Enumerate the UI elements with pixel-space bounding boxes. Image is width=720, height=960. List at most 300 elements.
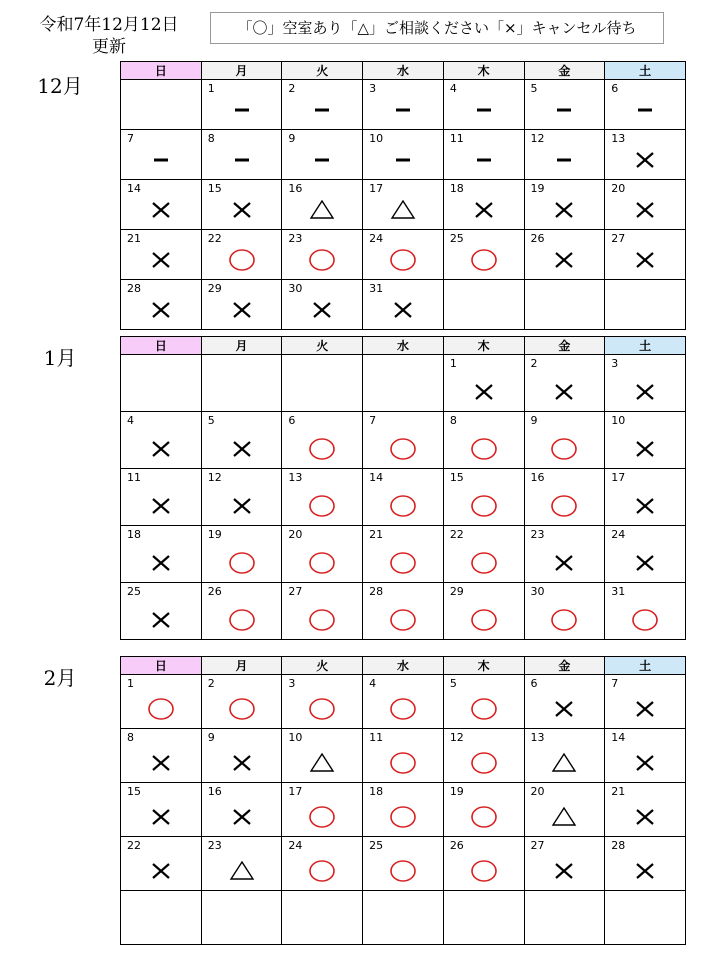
empty-cell (363, 891, 444, 945)
dash-icon (444, 97, 524, 125)
day-number: 15 (449, 471, 464, 484)
calendar-feb (120, 656, 686, 945)
circle-icon (363, 607, 443, 635)
day-cell (443, 583, 524, 640)
circle-icon (444, 696, 524, 724)
week-row (121, 675, 686, 729)
day-cell (605, 583, 686, 640)
cross-icon (282, 297, 362, 325)
day-number: 24 (611, 528, 626, 541)
day-number: 16 (530, 471, 545, 484)
day-number: 15 (127, 785, 141, 798)
calendar-table (120, 336, 686, 640)
day-cell (282, 280, 363, 330)
calendar-table (120, 61, 686, 330)
dash-icon (363, 97, 443, 125)
day-number: 11 (449, 132, 464, 145)
day-cell (201, 412, 282, 469)
day-number: 8 (127, 731, 134, 744)
day-cell (121, 469, 202, 526)
day-number: 14 (369, 471, 384, 484)
weekday-header: 木 (443, 62, 524, 80)
day-cell (363, 729, 444, 783)
circle-icon (363, 804, 443, 832)
weekday-header-row (121, 337, 686, 355)
empty-cell (121, 891, 202, 945)
weekday-header-row (121, 62, 686, 80)
day-cell (605, 729, 686, 783)
day-number: 16 (207, 785, 222, 798)
day-number: 2 (207, 677, 215, 690)
day-number: 18 (127, 528, 141, 541)
day-cell (605, 783, 686, 837)
circle-icon (444, 858, 524, 886)
cross-icon (202, 750, 282, 778)
weekday-header: 火 (282, 337, 363, 355)
day-number: 28 (369, 585, 384, 598)
calendar-dec (120, 61, 686, 330)
day-number: 7 (611, 677, 619, 690)
day-cell (282, 469, 363, 526)
month-label-jan: 1月 (43, 346, 77, 370)
circle-icon (444, 607, 524, 635)
triangle-icon (525, 804, 605, 832)
day-cell (524, 729, 605, 783)
day-cell (443, 729, 524, 783)
week-row (121, 412, 686, 469)
day-cell (363, 412, 444, 469)
day-cell (363, 130, 444, 180)
empty-cell (605, 891, 686, 945)
day-number: 7 (369, 414, 377, 427)
circle-icon (363, 750, 443, 778)
day-cell (121, 729, 202, 783)
cross-icon (525, 247, 605, 275)
day-cell (443, 675, 524, 729)
weekday-header: 日 (121, 62, 202, 80)
cross-icon (605, 147, 685, 175)
dash-icon (444, 147, 524, 175)
day-cell (282, 837, 363, 891)
day-cell (121, 280, 202, 330)
circle-icon (525, 607, 605, 635)
cross-icon (525, 858, 605, 886)
empty-cell (605, 280, 686, 330)
weekday-header: 月 (201, 657, 282, 675)
day-number: 13 (611, 132, 626, 145)
day-cell (363, 837, 444, 891)
circle-icon (282, 247, 362, 275)
day-cell (282, 412, 363, 469)
day-number: 30 (288, 282, 303, 295)
empty-cell (524, 280, 605, 330)
empty-cell (363, 355, 444, 412)
cross-icon (121, 750, 201, 778)
day-cell (282, 675, 363, 729)
day-number: 25 (127, 585, 141, 598)
weekday-header-row (121, 657, 686, 675)
cross-icon (202, 493, 282, 521)
day-cell (443, 355, 524, 412)
month-label-feb: 2月 (43, 666, 77, 690)
week-row (121, 729, 686, 783)
circle-icon (282, 493, 362, 521)
day-number: 5 (449, 677, 457, 690)
day-cell (121, 675, 202, 729)
week-row (121, 80, 686, 130)
day-number: 13 (288, 471, 303, 484)
dash-icon (282, 97, 362, 125)
cross-icon (121, 550, 201, 578)
cross-icon (605, 804, 685, 832)
weekday-header: 土 (605, 62, 686, 80)
day-cell (201, 837, 282, 891)
day-cell (282, 130, 363, 180)
day-cell (121, 230, 202, 280)
circle-icon (282, 696, 362, 724)
cross-icon (444, 379, 524, 407)
cross-icon (525, 550, 605, 578)
week-row (121, 130, 686, 180)
day-number: 31 (611, 585, 626, 598)
day-number: 31 (369, 282, 384, 295)
day-cell (363, 783, 444, 837)
day-cell (524, 130, 605, 180)
day-number: 11 (127, 471, 141, 484)
day-cell (524, 230, 605, 280)
day-cell (605, 469, 686, 526)
day-cell (121, 180, 202, 230)
circle-icon (363, 436, 443, 464)
day-number: 13 (530, 731, 545, 744)
day-number: 3 (369, 82, 377, 95)
cross-icon (605, 247, 685, 275)
day-cell (201, 80, 282, 130)
dash-icon (121, 147, 201, 175)
day-number: 29 (207, 282, 222, 295)
day-number: 1 (207, 82, 215, 95)
day-number: 26 (530, 232, 545, 245)
day-cell (443, 526, 524, 583)
day-cell (282, 729, 363, 783)
day-cell (443, 469, 524, 526)
day-cell (363, 180, 444, 230)
day-cell (201, 180, 282, 230)
legend-box: 「〇」空室あり「△」ご相談ください「×」キャンセル待ち (210, 12, 664, 44)
week-row (121, 230, 686, 280)
day-number: 9 (288, 132, 296, 145)
day-number: 26 (449, 839, 464, 852)
day-cell (201, 526, 282, 583)
circle-icon (605, 607, 685, 635)
day-number: 2 (288, 82, 296, 95)
day-cell (524, 526, 605, 583)
day-cell (443, 180, 524, 230)
day-number: 12 (207, 471, 222, 484)
day-cell (363, 675, 444, 729)
empty-cell (443, 280, 524, 330)
circle-icon (444, 750, 524, 778)
day-cell (605, 180, 686, 230)
day-number: 12 (530, 132, 545, 145)
day-cell (524, 80, 605, 130)
circle-icon (282, 550, 362, 578)
circle-icon (444, 804, 524, 832)
day-cell (282, 526, 363, 583)
day-cell (524, 837, 605, 891)
day-cell (121, 412, 202, 469)
cross-icon (444, 197, 524, 225)
day-cell (443, 230, 524, 280)
day-number: 24 (288, 839, 303, 852)
day-number: 3 (611, 357, 619, 370)
cross-icon (121, 247, 201, 275)
cross-icon (202, 297, 282, 325)
day-cell (363, 526, 444, 583)
day-number: 19 (207, 528, 222, 541)
circle-icon (363, 858, 443, 886)
cross-icon (605, 493, 685, 521)
day-cell (201, 130, 282, 180)
week-row (121, 355, 686, 412)
dash-icon (525, 97, 605, 125)
cross-icon (525, 379, 605, 407)
update-date-line2: 更新 (92, 37, 126, 57)
circle-icon (202, 607, 282, 635)
day-number: 10 (611, 414, 626, 427)
day-number: 17 (369, 182, 384, 195)
day-number: 1 (127, 677, 134, 690)
day-cell (282, 230, 363, 280)
weekday-header: 日 (121, 337, 202, 355)
dash-icon (202, 147, 282, 175)
day-cell (201, 469, 282, 526)
cross-icon (121, 858, 201, 886)
day-cell (443, 80, 524, 130)
day-number: 6 (611, 82, 619, 95)
day-number: 1 (449, 357, 457, 370)
circle-icon (282, 804, 362, 832)
day-number: 21 (369, 528, 384, 541)
day-cell (201, 583, 282, 640)
day-number: 28 (127, 282, 141, 295)
day-cell (282, 80, 363, 130)
day-number: 18 (449, 182, 464, 195)
day-cell (443, 130, 524, 180)
day-cell (363, 583, 444, 640)
day-number: 10 (288, 731, 303, 744)
cross-icon (121, 804, 201, 832)
day-number: 22 (127, 839, 141, 852)
day-number: 30 (530, 585, 545, 598)
day-cell (363, 280, 444, 330)
circle-icon (525, 436, 605, 464)
day-cell (524, 412, 605, 469)
cross-icon (121, 436, 201, 464)
day-cell (201, 280, 282, 330)
triangle-icon (202, 858, 282, 886)
day-cell (524, 180, 605, 230)
day-number: 17 (611, 471, 626, 484)
dash-icon (202, 97, 282, 125)
day-number: 27 (530, 839, 545, 852)
calendar-table (120, 656, 686, 945)
day-number: 18 (369, 785, 384, 798)
weekday-header: 火 (282, 62, 363, 80)
day-cell (121, 837, 202, 891)
weekday-header: 土 (605, 337, 686, 355)
day-cell (443, 783, 524, 837)
circle-icon (282, 436, 362, 464)
day-number: 9 (530, 414, 538, 427)
weekday-header: 日 (121, 657, 202, 675)
weekday-header: 水 (363, 657, 444, 675)
day-number: 29 (449, 585, 464, 598)
weekday-header: 金 (524, 657, 605, 675)
day-number: 19 (530, 182, 545, 195)
cross-icon (363, 297, 443, 325)
day-number: 21 (611, 785, 626, 798)
day-cell (524, 583, 605, 640)
day-cell (605, 355, 686, 412)
day-number: 28 (611, 839, 626, 852)
day-number: 2 (530, 357, 538, 370)
day-cell (282, 180, 363, 230)
circle-icon (444, 550, 524, 578)
day-number: 16 (288, 182, 303, 195)
weekday-header: 水 (363, 337, 444, 355)
day-number: 14 (127, 182, 141, 195)
day-number: 17 (288, 785, 303, 798)
day-number: 15 (207, 182, 222, 195)
day-number: 21 (127, 232, 141, 245)
circle-icon (121, 696, 201, 724)
day-cell (605, 675, 686, 729)
cross-icon (605, 379, 685, 407)
circle-icon (202, 550, 282, 578)
day-cell (524, 469, 605, 526)
cross-icon (121, 297, 201, 325)
empty-cell (201, 355, 282, 412)
day-number: 20 (530, 785, 545, 798)
empty-cell (443, 891, 524, 945)
dash-icon (282, 147, 362, 175)
circle-icon (282, 858, 362, 886)
circle-icon (363, 696, 443, 724)
day-cell (121, 130, 202, 180)
weekday-header: 火 (282, 657, 363, 675)
day-cell (605, 837, 686, 891)
day-number: 14 (611, 731, 626, 744)
circle-icon (363, 247, 443, 275)
day-number: 25 (369, 839, 384, 852)
empty-cell (121, 355, 202, 412)
weekday-header: 金 (524, 62, 605, 80)
weekday-header: 水 (363, 62, 444, 80)
day-number: 4 (449, 82, 457, 95)
empty-cell (282, 891, 363, 945)
circle-icon (363, 550, 443, 578)
day-number: 6 (530, 677, 538, 690)
triangle-icon (363, 197, 443, 225)
day-number: 20 (288, 528, 303, 541)
empty-cell (282, 355, 363, 412)
day-cell (282, 583, 363, 640)
update-date-line1: 令和7年12月12日 (39, 15, 179, 35)
week-row (121, 526, 686, 583)
day-number: 12 (449, 731, 464, 744)
week-row (121, 783, 686, 837)
empty-cell (121, 80, 202, 130)
day-cell (605, 130, 686, 180)
day-cell (605, 80, 686, 130)
cross-icon (121, 493, 201, 521)
calendar-jan (120, 336, 686, 640)
circle-icon (444, 247, 524, 275)
circle-icon (444, 493, 524, 521)
cross-icon (202, 436, 282, 464)
week-row (121, 837, 686, 891)
day-number: 27 (611, 232, 626, 245)
day-cell (363, 230, 444, 280)
week-row (121, 280, 686, 330)
day-number: 23 (207, 839, 222, 852)
week-row (121, 891, 686, 945)
cross-icon (525, 197, 605, 225)
cross-icon (202, 197, 282, 225)
day-cell (121, 526, 202, 583)
day-cell (363, 469, 444, 526)
day-cell (524, 783, 605, 837)
day-number: 10 (369, 132, 384, 145)
day-number: 11 (369, 731, 384, 744)
day-number: 9 (207, 731, 215, 744)
cross-icon (605, 550, 685, 578)
weekday-header: 月 (201, 337, 282, 355)
day-number: 23 (288, 232, 303, 245)
circle-icon (444, 436, 524, 464)
triangle-icon (525, 750, 605, 778)
circle-icon (202, 696, 282, 724)
day-number: 5 (530, 82, 538, 95)
dash-icon (363, 147, 443, 175)
cross-icon (605, 197, 685, 225)
week-row (121, 469, 686, 526)
day-cell (121, 783, 202, 837)
day-cell (201, 729, 282, 783)
day-number: 25 (449, 232, 464, 245)
day-number: 22 (449, 528, 464, 541)
day-number: 20 (611, 182, 626, 195)
day-number: 19 (449, 785, 464, 798)
day-number: 8 (207, 132, 215, 145)
day-cell (524, 355, 605, 412)
day-number: 7 (127, 132, 134, 145)
day-cell (524, 675, 605, 729)
day-cell (443, 412, 524, 469)
weekday-header: 土 (605, 657, 686, 675)
empty-cell (201, 891, 282, 945)
cross-icon (202, 804, 282, 832)
day-number: 4 (369, 677, 377, 690)
day-number: 23 (530, 528, 545, 541)
circle-icon (363, 493, 443, 521)
cross-icon (605, 696, 685, 724)
empty-cell (524, 891, 605, 945)
day-number: 27 (288, 585, 303, 598)
day-cell (121, 583, 202, 640)
day-cell (201, 783, 282, 837)
